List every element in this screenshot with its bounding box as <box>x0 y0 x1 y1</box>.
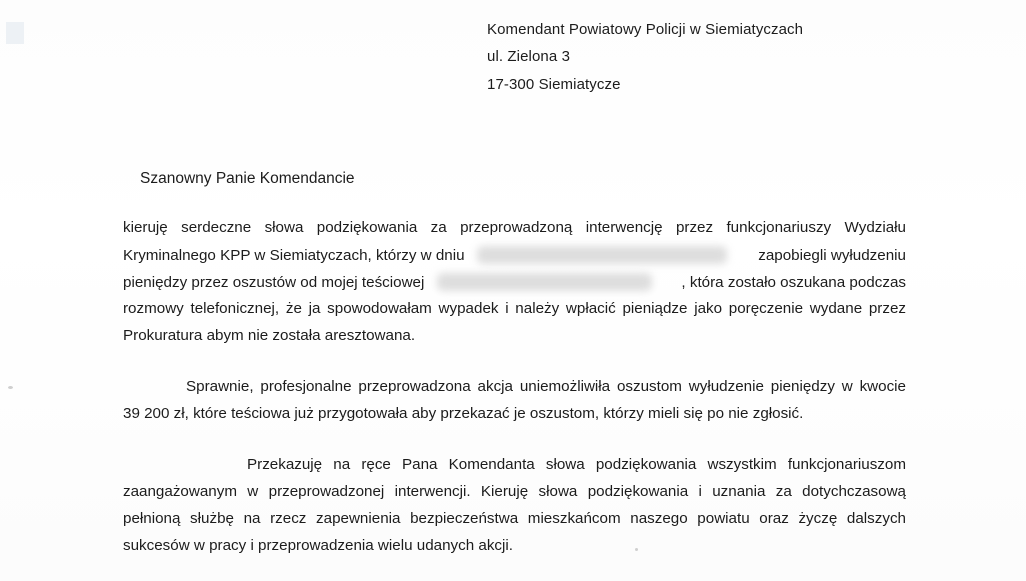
scan-speck <box>8 386 13 389</box>
paragraph-1-line-3-end: , która zostało oszukana podczas <box>681 274 906 291</box>
redacted-name <box>437 273 652 291</box>
paragraph-1-line-3 <box>123 273 906 293</box>
paragraph-2-line-1: Sprawnie, profesjonalne przeprowadzona akcja uniemożliwiła oszustom wyłudzenie pieniędzy w kwocie <box>186 378 906 395</box>
greeting: Szanowny Panie Komendancie <box>140 170 355 187</box>
paragraph-3-line-1: Przekazuję na ręce Pana Komendanta słowa podziękowania wszystkim funkcjonariuszom <box>247 456 906 473</box>
paragraph-1-line-3-start: pieniędzy przez oszustów od mojej teściowej <box>123 274 425 291</box>
scan-speck <box>635 548 638 551</box>
paragraph-1-line-5: Prokuratura abym nie została aresztowana. <box>123 327 416 344</box>
paragraph-1-line-4: rozmowy telefonicznej, że ja spowodowałam wypadek i należy wpłacić pieniądze jako poręczenie wydane przez <box>123 300 906 317</box>
paragraph-3-line-2: zaangażowanym w przeprowadzonej interwencji. Kieruję słowa podziękowania i uznania za dotychczasową <box>123 483 906 500</box>
paragraph-1-line-1: kieruję serdeczne słowa podziękowania za przeprowadzoną interwencję przez funkcjonariuszy Wydziału <box>123 219 906 236</box>
paragraph-1-line-2-end: zapobiegli wyłudzeniu <box>758 247 906 264</box>
recipient-name: Komendant Powiatowy Policji w Siemiatyczach <box>487 21 804 38</box>
recipient-street: ul. Zielona 3 <box>487 48 571 65</box>
paragraph-1-line-2 <box>123 246 906 266</box>
redacted-date <box>477 246 727 264</box>
scan-artifact <box>6 22 24 44</box>
paragraph-3-line-3: pełnioną służbę na rzecz zapewnienia bezpieczeństwa mieszkańcom naszego powiatu oraz życzę dalszych <box>123 510 906 527</box>
paragraph-1-line-2-start: Kryminalnego KPP w Siemiatyczach, którzy w dniu <box>123 247 465 264</box>
paragraph-3-line-4: sukcesów w pracy i przeprowadzenia wielu udanych akcji. <box>123 537 513 554</box>
recipient-city: 17-300 Siemiatycze <box>487 76 621 93</box>
paragraph-2-line-2: 39 200 zł, które teściowa już przygotowała aby przekazać je oszustom, którzy mieli się po nie zgłosić. <box>123 405 804 422</box>
